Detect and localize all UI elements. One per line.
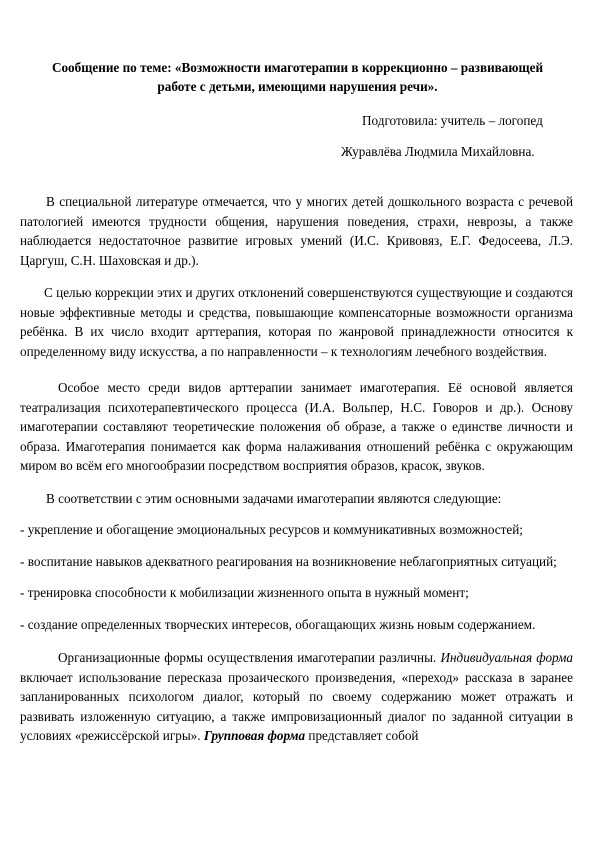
paragraph-2: С целью коррекции этих и других отклонений совершенствуются существующие и создаются новые эффективные методы и средства, повышающие компенсаторные возможности организма ребёнка. В их число входит арттерапия, которая по жанровой принадлежности относится к определенному виду искусства, а по направленности – к технологиям лечебного воздействия. (20, 285, 573, 359)
title-line-2: работе с детьми, имеющими нарушения речи». (157, 79, 438, 94)
title-line-1: Сообщение по теме: «Возможности имаготерапии в коррекционно – развивающей (51, 60, 544, 75)
paragraph-4: В соответствии с этим основными задачами имаготерапии являются следующие: (46, 490, 502, 506)
paragraph-5-text-c: включает использование пересказа прозаического произведения, «переход» рассказа в заранее запланированных психологом диалог, который по своему содержанию может отражать и развивать изложенную ситуацию, а также импровизационный диалог по заданной ситуации в условиях «режиссёрской игры». (20, 669, 573, 743)
list-item: - создание определенных творческих интересов, обогащающих жизнь новым содержанием. (20, 616, 536, 632)
author-name: Журавлёва Людмила Михайловна. (341, 144, 535, 159)
paragraph-5-text-a: Организационные формы осуществления имаготерапии различны. (58, 650, 441, 665)
list-item: - воспитание навыков адекватного реагирования на возникновение неблагоприятных ситуаций; (20, 553, 557, 569)
document-body (20, 192, 573, 746)
author-role: Подготовила: учитель – логопед (362, 113, 543, 128)
paragraph-5-text-e: представляет собой (305, 728, 419, 743)
list-item: - укрепление и обогащение эмоциональных ресурсов и коммуникативных возможностей; (20, 522, 523, 537)
individual-form-term: Индивидуальная форма (440, 650, 573, 665)
group-form-term: Групповая форма (203, 728, 306, 743)
paragraph-3: Особое место среди видов арттерапии занимает имаготерапия. Её основой является театрализация психотерапевтического процесса (И.А. Вольпер, Н.С. Говоров и др.). Основу имаготерапии составляют теоретические положения об образе, а также о единстве личности и образа. Имаготерапия понимается как форма налаживания отношений ребёнка с окружающим миром во всём его многообразии посредством восприятия образов, красок, звуков. (20, 380, 573, 473)
document-title (30, 58, 565, 96)
paragraph-5 (20, 648, 573, 746)
paragraph-1: В специальной литературе отмечается, что у многих детей дошкольного возраста с речевой патологией имеются трудности общения, нарушения поведения, страхи, неврозы, а также наблюдается недостаточное развитие игровых умений (И.С. Кривовяз, Е.Г. Федосеева, Л.Э. Царгуш, С.Н. Шаховская и др.). (20, 194, 573, 268)
list-item: - тренировка способности к мобилизации жизненного опыта в нужный момент; (20, 585, 469, 600)
